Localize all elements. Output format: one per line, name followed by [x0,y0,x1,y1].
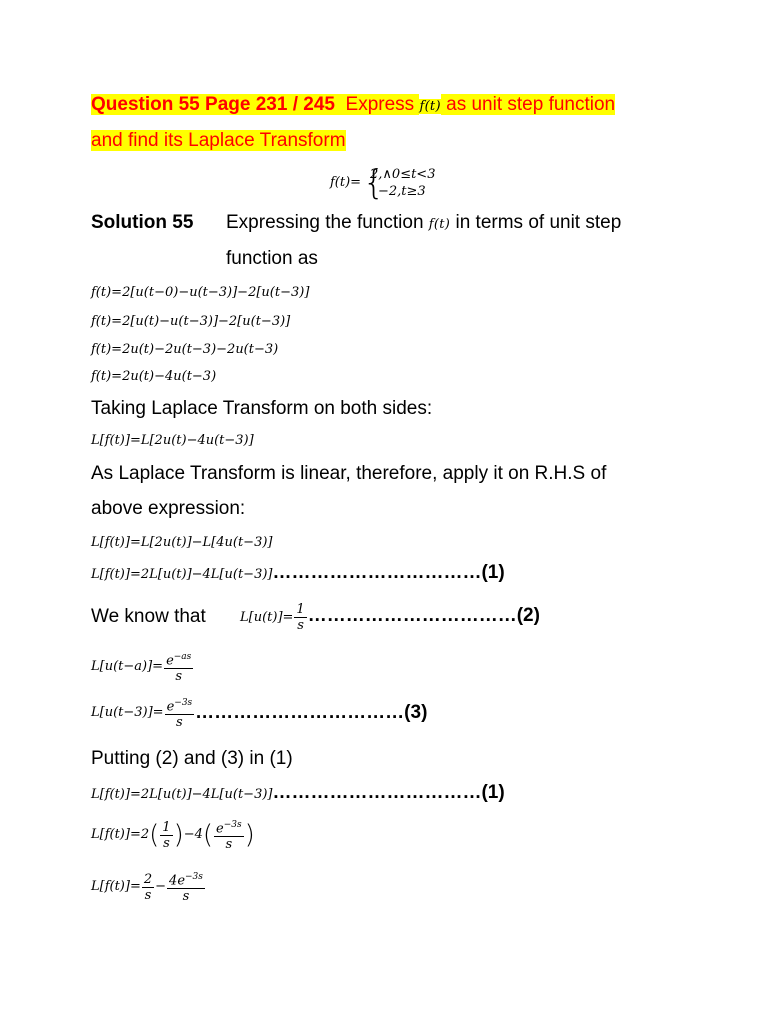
put-equation-1-math: L[f(t)]=2L[u(t)]−4L[u(t−3)] [91,787,273,802]
equation-ref-1b: (1) [481,782,505,803]
we-know-fraction [294,602,306,633]
final-f2-den: s [182,889,190,905]
we-know-lhs: L[u(t)]= [240,610,294,625]
linear-equation-2 [91,564,505,584]
question-line-2 [91,130,346,152]
question-heading [91,94,615,118]
final-f1-den: s [144,887,152,903]
put-eq2-mid: −4 [183,827,203,843]
piecewise-brace: { [363,163,385,203]
final-minus: − [155,879,167,895]
leader-dots: …………………………… [195,702,405,724]
close-paren: ) [244,820,255,851]
step-2: f(t)=2[u(t)−u(t−3)]−2[u(t−3)] [91,314,291,329]
linear-text-2: above expression: [91,498,246,519]
final-f2-num: 4e [169,873,186,889]
leader-dots: …………………………… [272,562,482,583]
we-know-equation [240,602,540,633]
solution-text-after: in terms of unit step [455,212,622,233]
solution-text-line-1 [226,212,621,236]
shift3-exp: −3s [174,698,193,708]
question-text-after: as unit step function [446,94,616,115]
solution-text-line-2 [226,248,318,270]
shift-lhs: L[u(t−a)]= [91,659,164,675]
question-inline-math: f(t) [419,99,441,114]
we-know-text: We know that [91,606,206,627]
equation-ref-3: (3) [404,702,428,724]
shift3-den: s [176,715,183,731]
equation-ref-2: (2) [516,605,540,626]
final-equation [91,870,206,904]
shift3-equation [91,696,427,730]
shift3-num: e [166,699,175,715]
shift3-fraction [165,696,195,730]
put-eq2-f1-num: 1 [162,819,171,835]
final-f2-exp: −3s [185,872,203,882]
piecewise-case-1: 2,∧0≤t<3 [370,167,436,182]
leader-dots: …………………………… [307,605,517,626]
put-eq2-fraction-2 [214,818,244,852]
we-know-den: s [297,618,304,633]
shift3-lhs: L[u(t−3)]= [91,705,164,721]
put-equation-2 [91,818,255,852]
shift-exp: −as [173,652,192,662]
put-eq2-f2-num: e [216,821,224,837]
linear-equation-1: L[f(t)]=L[2u(t)]−L[4u(t−3)] [91,535,273,550]
open-paren: ( [149,820,160,851]
solution-inline-math: f(t) [428,217,451,232]
taking-laplace-text: Taking Laplace Transform on both sides: [91,398,433,419]
final-lhs: L[f(t)]= [91,879,141,895]
solution-label: Solution 55 [91,212,194,233]
solution-heading [91,212,193,234]
putting-text: Putting (2) and (3) in (1) [91,748,293,769]
piecewise-case-2: −2,t≥3 [378,184,426,199]
put-eq2-f2-den: s [225,837,233,853]
question-line-2-text: and find its Laplace Transform [91,130,346,151]
put-eq2-fraction-1 [160,820,172,851]
final-fraction-1 [142,872,154,903]
shift-equation [91,650,194,684]
step-4: f(t)=2u(t)−4u(t−3) [91,369,217,384]
step-3: f(t)=2u(t)−2u(t−3)−2u(t−3) [91,342,279,357]
final-f1-num: 2 [143,871,153,887]
solution-line-2-text: function as [226,248,318,269]
shift-den: s [175,669,183,685]
linear-text-1: As Laplace Transform is linear, therefore, apply it on R.H.S of [91,463,607,484]
question-text-before: Express [345,94,415,115]
we-know-num: 1 [296,602,305,617]
put-eq2-f1-den: s [163,835,170,851]
leader-dots: …………………………… [272,782,482,803]
shift-num: e [166,653,174,669]
put-equation-1 [91,784,505,804]
step-1: f(t)=2[u(t−0)−u(t−3)]−2[u(t−3)] [91,285,310,300]
equation-ref-1: (1) [481,562,505,583]
laplace-equation: L[f(t)]=L[2u(t)−4u(t−3)] [91,433,254,448]
linear-equation-2-math: L[f(t)]=2L[u(t)]−4L[u(t−3)] [91,567,273,582]
shift-fraction [164,650,193,684]
close-paren: ) [173,820,184,851]
put-eq2-f2-exp: −3s [223,820,242,830]
open-paren: ( [202,820,214,851]
piecewise-lhs: f(t)= [330,175,362,190]
put-eq2-lhs: L[f(t)]=2 [91,827,150,843]
solution-text-before: Expressing the function [226,212,424,233]
question-label: Question 55 Page 231 / 245 [91,94,335,115]
final-fraction-2 [167,870,205,904]
